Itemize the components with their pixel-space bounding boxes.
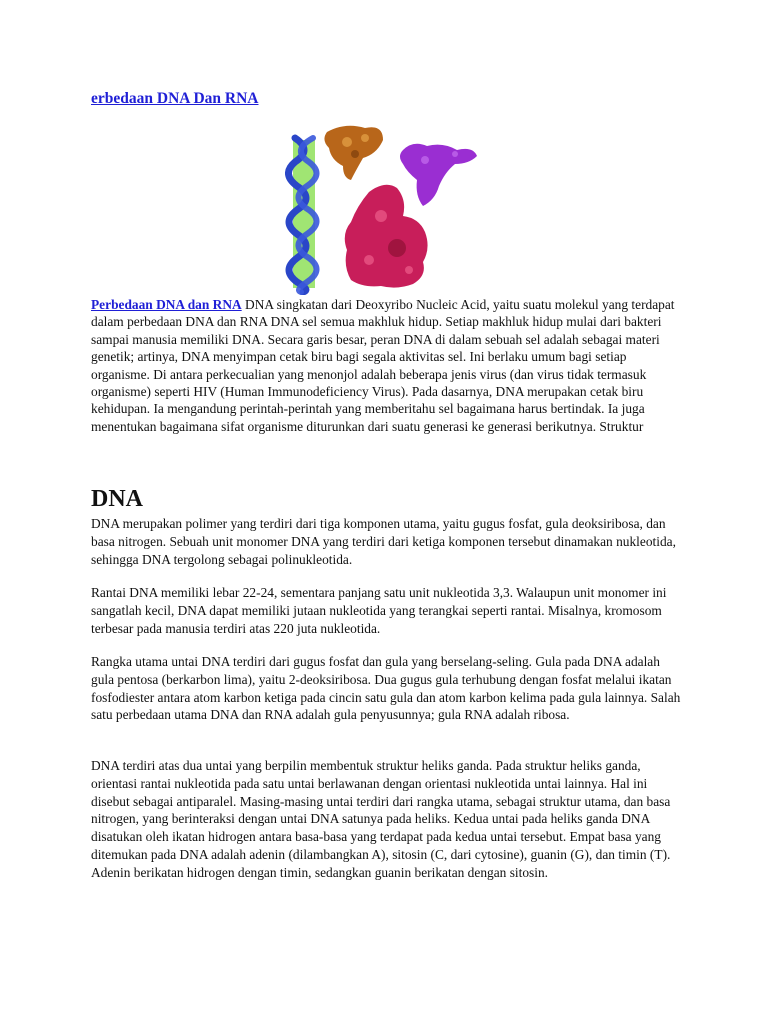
dna-rna-molecule-figure xyxy=(285,120,485,295)
crimson-protein-illustration xyxy=(345,185,428,288)
section-heading: DNA xyxy=(91,486,143,512)
dna-helix-illustration xyxy=(288,138,316,292)
intro-paragraph xyxy=(91,296,681,435)
purple-protein-illustration xyxy=(400,144,477,206)
paragraph: DNA terdiri atas dua untai yang berpilin membentuk struktur heliks ganda. Pada struktur heliks ganda, orientasi rantai nukleotida pada satu untai berlawanan dengan orientasi nukleotida untai lainnya. Hal ini disebut sebagai antiparalel. Masing-masing untai terdiri dari rangka utama, sebagai struktur utama, dan basa nitrogen, yang berinteraksi dengan untai DNA satunya pada heliks. Kedua untai pada heliks ganda DNA disatukan oleh ikatan hidrogen antara basa-basa yang terdapat pada kedua untai tersebut. Empat basa yang ditemukan pada DNA adalah adenin (dilambangkan A), sitosin (C, dari cytosine), guanin (G), dan timin (T). Adenin berikatan hidrogen dengan timin, sedangkan guanin berikatan dengan sitosin. xyxy=(91,758,671,880)
intro-text: DNA singkatan dari Deoxyribo Nucleic Acid, yaitu suatu molekul yang terdapat dalam perbedaan DNA dan RNA DNA sel semua makhluk hidup. Setiap makhluk hidup mulai dari bakteri sampai manusia memiliki DNA. Secara garis besar, peran DNA di dalam sebuah sel adalah sebagai materi genetik; artinya, DNA menyimpan cetak biru bagi segala aktivitas sel. Ini berlaku umum bagi setiap organisme. Di antara perkecualian yang menonjol adalah beberapa jenis virus (dan virus tidak termasuk organisme) seperti HIV (Human Immunodeficiency Virus). Pada dasarnya, DNA merupakan cetak biru kehidupan. Ia mengandung perintah-perintah yang memberitahu sel bagaimana harus bertindak. Ia juga menentukan bagaimana sifat organisme diturunkan dari suatu generasi ke generasi berikutnya. Struktur xyxy=(91,297,675,434)
paragraph: Rangka utama untai DNA terdiri dari gugus fosfat dan gula yang berselang-seling. Gula pada DNA adalah gula pentosa (berkarbon lima), yaitu 2-deoksiribosa. Dua gugus gula terhubung dengan fosfat melalui ikatan fosfodiester antara atom karbon ketiga pada cincin satu gula dan atom karbon kelima pada gula lainnya. Salah satu perbedaan utama DNA dan RNA adalah gula penyusunnya; gula RNA adalah ribosa. xyxy=(91,654,681,723)
intro-link[interactable]: Perbedaan DNA dan RNA xyxy=(91,297,242,312)
orange-protein-illustration xyxy=(324,126,383,180)
paragraph: DNA merupakan polimer yang terdiri dari tiga komponen utama, yaitu gugus fosfat, gula deoksiribosa, dan basa nitrogen. Sebuah unit monomer DNA yang terdiri dari ketiga komponen tersebut dinamakan nukleotida, sehingga DNA tergolong sebagai polinukleotida. xyxy=(91,516,676,567)
title-link[interactable]: erbedaan DNA Dan RNA xyxy=(91,90,259,107)
paragraph: Rantai DNA memiliki lebar 22-24, sementara panjang satu unit nukleotida 3,3. Walaupun unit monomer ini sangatlah kecil, DNA dapat memiliki jutaan nukleotida yang terangkai seperti rantai. Misalnya, kromosom terbesar pada manusia terdiri atas 220 juta nukleotida. xyxy=(91,585,667,636)
